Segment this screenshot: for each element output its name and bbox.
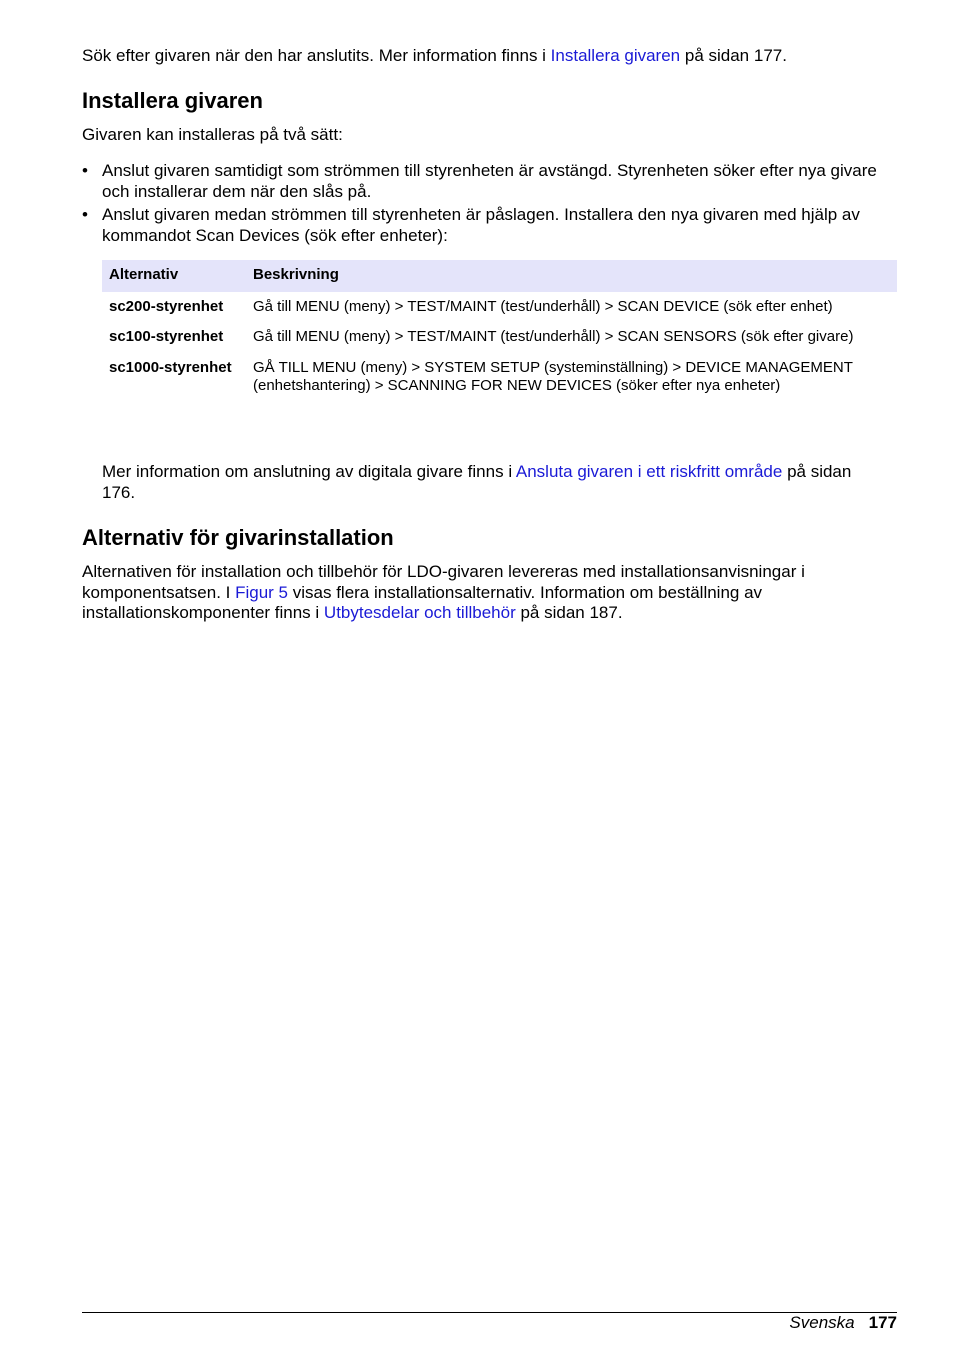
list-item xyxy=(82,205,897,246)
alternatives-text-3: på sidan 187. xyxy=(515,603,623,622)
list-item xyxy=(82,161,897,202)
page-footer xyxy=(789,1313,897,1333)
bullet-icon: • xyxy=(82,161,88,180)
install-methods-list xyxy=(82,161,897,249)
heading-alternativ-givarinstallation: Alternativ för givarinstallation xyxy=(82,525,394,550)
intro-text-after: på sidan 177. xyxy=(680,46,787,65)
table-cell-option: sc1000-styrenhet xyxy=(109,358,232,376)
install-lead-text: Givaren kan installeras på två sätt: xyxy=(82,125,343,144)
table-cell-description: Gå till MENU (meny) > TEST/MAINT (test/underhåll) > SCAN SENSORS (sök efter givare) xyxy=(253,328,854,345)
footer-divider xyxy=(82,1312,897,1313)
table-row xyxy=(102,322,897,353)
table-row xyxy=(102,353,897,402)
footer-language: Svenska xyxy=(789,1313,855,1332)
list-item-text: Anslut givaren medan strömmen till styrenheten är påslagen. Installera den nya givaren med hjälp av kommandot Scan Devices (sök efter enheter): xyxy=(102,205,860,245)
more-info-text-before: Mer information om anslutning av digitala givare finns i xyxy=(102,462,516,481)
page-number: 177 xyxy=(868,1313,897,1332)
alternatives-text-1: Alternativen för installation och tillbehör för LDO-givaren levereras med installationsanvisningar i komponentsatsen. I xyxy=(82,562,805,602)
table-cell-option: sc100-styrenhet xyxy=(109,328,224,345)
table-header-row xyxy=(102,260,897,292)
table-cell-description: Gå till MENU (meny) > TEST/MAINT (test/underhåll) > SCAN DEVICE (sök efter enhet) xyxy=(253,297,833,315)
alternatives-text-2: visas flera installationsalternativ. Information om beställning av installationskomponenter finns i xyxy=(82,582,763,622)
more-info-text-after: på sidan 176. xyxy=(102,462,852,502)
link-ansluta-givaren[interactable]: Ansluta givaren i ett riskfritt område xyxy=(515,462,783,481)
link-utbytesdelar[interactable]: Utbytesdelar och tillbehör xyxy=(323,603,516,622)
table-cell-option: sc200-styrenhet xyxy=(109,297,224,315)
intro-paragraph xyxy=(82,46,897,67)
more-info-paragraph xyxy=(102,462,862,503)
link-installera-givaren[interactable]: Installera givaren xyxy=(550,46,681,65)
column-header-beskrivning: Beskrivning xyxy=(246,260,897,292)
heading-installera-givaren: Installera givaren xyxy=(82,88,263,113)
alternatives-paragraph xyxy=(82,562,882,624)
bullet-icon: • xyxy=(82,205,88,224)
controller-options-table xyxy=(102,260,897,402)
intro-text-before: Sök efter givaren när den har anslutits. Mer information finns i xyxy=(82,46,551,65)
table-row xyxy=(102,292,897,323)
table-cell-description: GÅ TILL MENU (meny) > SYSTEM SETUP (systeminställning) > DEVICE MANAGEMENT (enhetshantering) > SCANNING FOR NEW DEVICES (söker efter nya enheter) xyxy=(253,358,853,394)
list-item-text: Anslut givaren samtidigt som strömmen till styrenheten är avstängd. Styrenheten söker efter nya givare och installerar dem när den slås på. xyxy=(102,161,877,201)
link-figur-5[interactable]: Figur 5 xyxy=(235,582,289,602)
column-header-alternativ: Alternativ xyxy=(102,260,246,292)
